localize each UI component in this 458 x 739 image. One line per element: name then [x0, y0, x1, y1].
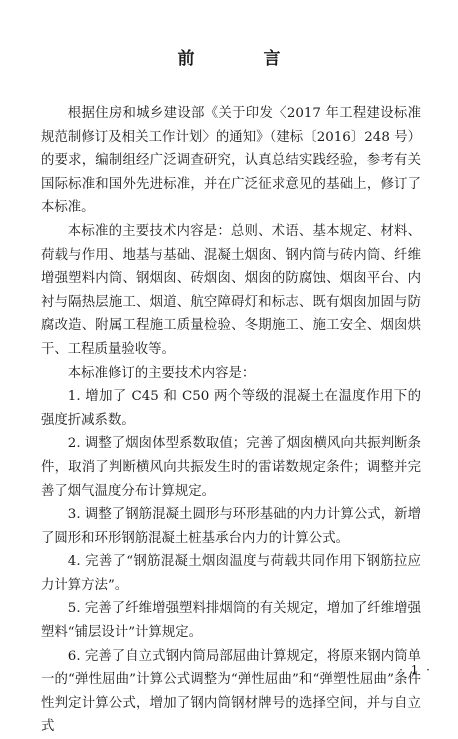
- paragraph-item-3: 3. 调整了钢筋混凝土圆形与环形基础的内力计算公式，新增了圆形和环形钢筋混凝土桩基承台内力的计算公式。: [41, 507, 421, 546]
- paragraph-intro: 根据住房和城乡建设部《关于印发〈2017 年工程建设标准规范制修订及相关工作计划〉的通知》（建标〔2016〕248 号）的要求，编制组经广泛调查研究，认真总结实践经验，参考有关国际标准和国外先进标准，并在广泛征求意见的基础上，修订了本标准。: [41, 106, 421, 216]
- paragraph-item-6: 6. 完善了自立式钢内筒局部屈曲计算规定，将原来钢内筒单一的“弹性屈曲”计算公式调整为“弹性屈曲”和“弹塑性屈曲”条件性判定计算公式，增加了钢内筒钢材牌号的选择空间，并与自立式: [41, 648, 421, 735]
- paragraph-revision-heading: 本标准修订的主要技术内容是：: [67, 365, 256, 381]
- paragraph-item-2: 2. 调整了烟囱体型系数取值；完善了烟囱横风向共振判断条件，取消了判断横风向共振发生时的雷诺数规定条件；调整并完善了烟气温度分布计算规定。: [41, 436, 421, 499]
- paragraph-item-4: 4. 完善了“钢筋混凝土烟囱温度与荷载共同作用下钢筋拉应力计算方法”。: [41, 554, 421, 593]
- paragraph-item-5: 5. 完善了纤维增强塑料排烟筒的有关规定，增加了纤维增强塑料“铺层设计”计算规定。: [41, 601, 421, 641]
- page-number: · 1 ·: [399, 663, 432, 677]
- page-title: 前 言: [177, 49, 307, 69]
- paragraph-main-content: 本标准的主要技术内容是：总则、术语、基本规定、材料、荷载与作用、地基与基础、混凝土烟囱、钢内筒与砖内筒、纤维增强塑料内筒、钢烟囱、砖烟囱、烟囱的防腐蚀、烟囱平台、内衬与隔热层施工、烟道、航空障碍灯和标志、既有烟囱加固与防腐改造、附属工程施工质量检验、冬期施工、施工安全、烟囱烘干、工程质量验收等。: [41, 223, 421, 357]
- body-text: [41, 102, 421, 739]
- paragraph-item-1: 1. 增加了 C45 和 C50 两个等级的混凝土在温度作用下的强度折减系数。: [41, 389, 421, 428]
